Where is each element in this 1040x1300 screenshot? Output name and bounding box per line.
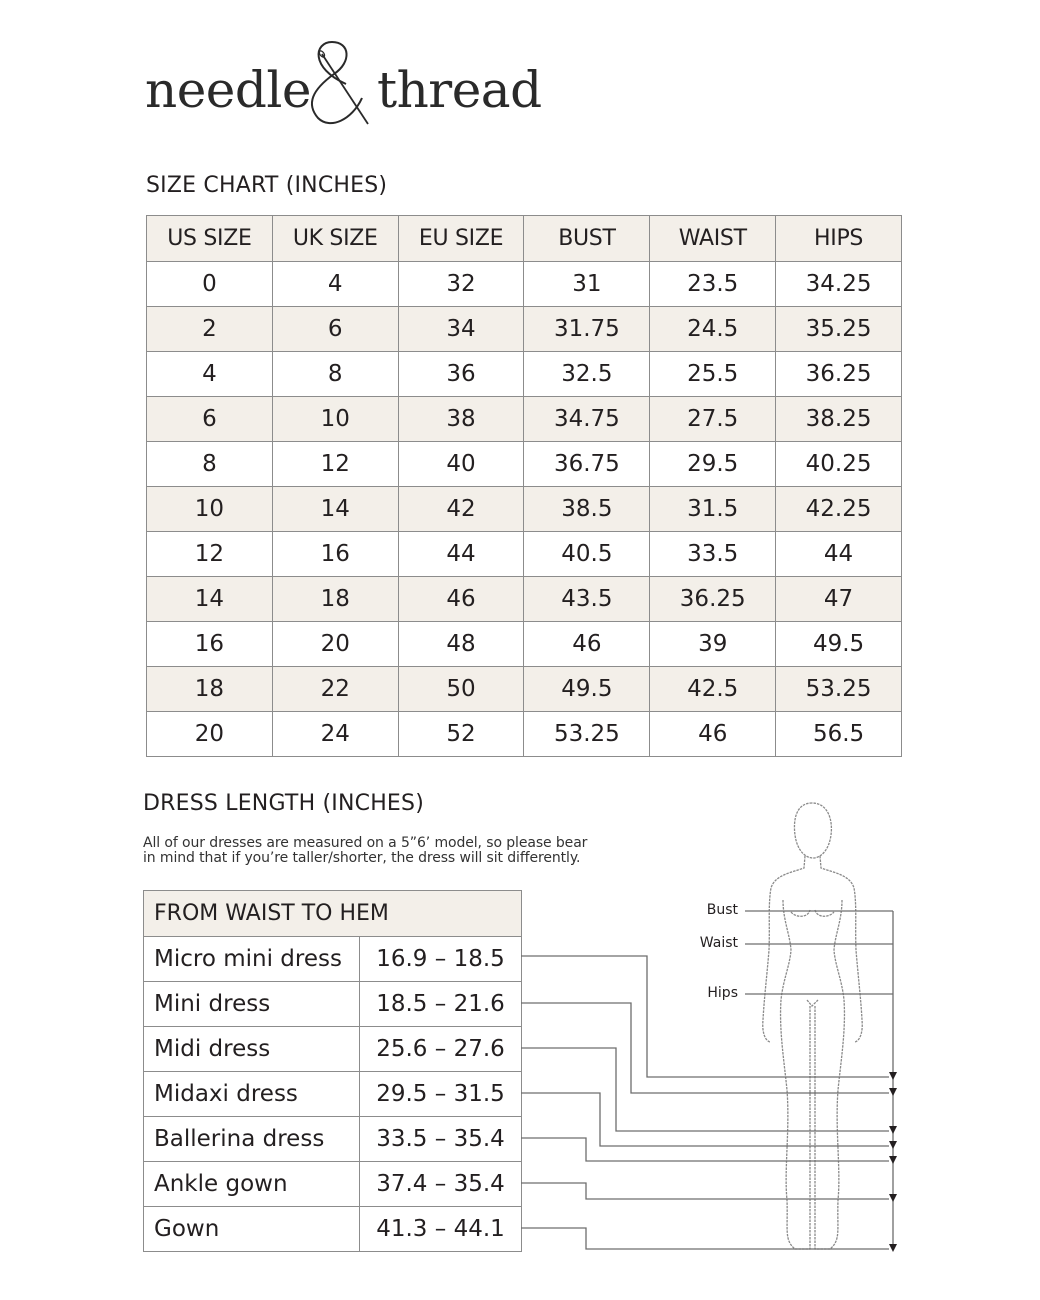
- table-row: [147, 712, 902, 757]
- dress-length-title: DRESS LENGTH (INCHES): [143, 791, 424, 816]
- cell-uk: 16: [272, 532, 398, 577]
- cell-bust: 38.5: [524, 487, 650, 532]
- cell-uk: 20: [272, 622, 398, 667]
- cell-bust: 32.5: [524, 352, 650, 397]
- dress-type: Micro mini dress: [144, 937, 360, 982]
- cell-hips: 36.25: [776, 352, 902, 397]
- cell-eu: 40: [398, 442, 524, 487]
- cell-eu: 34: [398, 307, 524, 352]
- dress-length-note: [143, 836, 663, 866]
- dress-range: 18.5 – 21.6: [360, 982, 522, 1027]
- cell-uk: 10: [272, 397, 398, 442]
- table-row: [147, 397, 902, 442]
- table-row: [147, 667, 902, 712]
- cell-eu: 50: [398, 667, 524, 712]
- cell-eu: 32: [398, 262, 524, 307]
- cell-us: 12: [147, 532, 273, 577]
- dress-type: Ballerina dress: [144, 1117, 360, 1162]
- cell-uk: 12: [272, 442, 398, 487]
- cell-waist: 29.5: [650, 442, 776, 487]
- cell-hips: 38.25: [776, 397, 902, 442]
- table-row: [144, 1117, 522, 1162]
- cell-uk: 4: [272, 262, 398, 307]
- header-waist-to-hem: FROM WAIST TO HEM: [144, 891, 522, 937]
- dress-type: Ankle gown: [144, 1162, 360, 1207]
- cell-eu: 52: [398, 712, 524, 757]
- cell-us: 4: [147, 352, 273, 397]
- table-row: [144, 1072, 522, 1117]
- cell-waist: 27.5: [650, 397, 776, 442]
- label-waist: Waist: [699, 935, 738, 951]
- table-row: [144, 982, 522, 1027]
- note-line-1: All of our dresses are measured on a 5”6’ model, so please bear: [143, 835, 588, 851]
- dress-range: 29.5 – 31.5: [360, 1072, 522, 1117]
- table-row: [147, 487, 902, 532]
- cell-bust: 34.75: [524, 397, 650, 442]
- cell-uk: 22: [272, 667, 398, 712]
- table-row: [147, 307, 902, 352]
- body-figure-icon: [763, 803, 862, 1249]
- table-row: [144, 937, 522, 982]
- cell-bust: 46: [524, 622, 650, 667]
- header-hips: HIPS: [776, 216, 902, 262]
- dress-range: 33.5 – 35.4: [360, 1117, 522, 1162]
- cell-eu: 38: [398, 397, 524, 442]
- table-row: [147, 622, 902, 667]
- dress-type: Midaxi dress: [144, 1072, 360, 1117]
- cell-eu: 46: [398, 577, 524, 622]
- table-row: [144, 1207, 522, 1252]
- size-chart-header-row: [147, 216, 902, 262]
- dress-type: Mini dress: [144, 982, 360, 1027]
- table-row: [147, 352, 902, 397]
- dress-range: 37.4 – 35.4: [360, 1162, 522, 1207]
- dress-length-header-row: [144, 891, 522, 937]
- needle-ampersand-icon: [300, 38, 380, 128]
- label-bust: Bust: [706, 902, 738, 918]
- header-bust: BUST: [524, 216, 650, 262]
- cell-uk: 24: [272, 712, 398, 757]
- cell-bust: 43.5: [524, 577, 650, 622]
- table-row: [147, 262, 902, 307]
- dress-length-table: [143, 890, 522, 1252]
- arrow-down-icon: [889, 1072, 897, 1252]
- cell-eu: 48: [398, 622, 524, 667]
- cell-us: 6: [147, 397, 273, 442]
- cell-uk: 6: [272, 307, 398, 352]
- cell-hips: 53.25: [776, 667, 902, 712]
- cell-eu: 42: [398, 487, 524, 532]
- dress-range: 25.6 – 27.6: [360, 1027, 522, 1072]
- cell-hips: 47: [776, 577, 902, 622]
- table-row: [144, 1162, 522, 1207]
- cell-waist: 46: [650, 712, 776, 757]
- label-hips: Hips: [707, 985, 738, 1001]
- cell-us: 2: [147, 307, 273, 352]
- cell-us: 18: [147, 667, 273, 712]
- cell-bust: 53.25: [524, 712, 650, 757]
- brand-logo: [145, 38, 545, 128]
- size-chart-table: [146, 215, 902, 757]
- cell-uk: 14: [272, 487, 398, 532]
- cell-hips: 34.25: [776, 262, 902, 307]
- cell-hips: 40.25: [776, 442, 902, 487]
- cell-us: 8: [147, 442, 273, 487]
- table-row: [147, 442, 902, 487]
- cell-bust: 31: [524, 262, 650, 307]
- cell-waist: 42.5: [650, 667, 776, 712]
- cell-us: 20: [147, 712, 273, 757]
- cell-us: 0: [147, 262, 273, 307]
- cell-bust: 31.75: [524, 307, 650, 352]
- table-row: [147, 532, 902, 577]
- cell-waist: 23.5: [650, 262, 776, 307]
- dress-range: 41.3 – 44.1: [360, 1207, 522, 1252]
- note-line-2: in mind that if you’re taller/shorter, the dress will sit differently.: [143, 850, 581, 866]
- cell-waist: 24.5: [650, 307, 776, 352]
- cell-bust: 36.75: [524, 442, 650, 487]
- header-waist: WAIST: [650, 216, 776, 262]
- cell-eu: 36: [398, 352, 524, 397]
- header-eu-size: EU SIZE: [398, 216, 524, 262]
- cell-waist: 31.5: [650, 487, 776, 532]
- cell-waist: 36.25: [650, 577, 776, 622]
- cell-hips: 35.25: [776, 307, 902, 352]
- cell-uk: 8: [272, 352, 398, 397]
- cell-hips: 56.5: [776, 712, 902, 757]
- size-chart-title: SIZE CHART (INCHES): [146, 173, 388, 198]
- cell-hips: 42.25: [776, 487, 902, 532]
- cell-bust: 49.5: [524, 667, 650, 712]
- cell-bust: 40.5: [524, 532, 650, 577]
- cell-waist: 39: [650, 622, 776, 667]
- cell-hips: 49.5: [776, 622, 902, 667]
- cell-waist: 25.5: [650, 352, 776, 397]
- cell-uk: 18: [272, 577, 398, 622]
- cell-us: 10: [147, 487, 273, 532]
- header-uk-size: UK SIZE: [272, 216, 398, 262]
- brand-word-thread: thread: [377, 61, 542, 119]
- cell-us: 16: [147, 622, 273, 667]
- header-us-size: US SIZE: [147, 216, 273, 262]
- cell-us: 14: [147, 577, 273, 622]
- table-row: [144, 1027, 522, 1072]
- cell-hips: 44: [776, 532, 902, 577]
- table-row: [147, 577, 902, 622]
- cell-waist: 33.5: [650, 532, 776, 577]
- cell-eu: 44: [398, 532, 524, 577]
- dress-type: Gown: [144, 1207, 360, 1252]
- dress-type: Midi dress: [144, 1027, 360, 1072]
- brand-word-needle: needle: [145, 61, 311, 119]
- dress-range: 16.9 – 18.5: [360, 937, 522, 982]
